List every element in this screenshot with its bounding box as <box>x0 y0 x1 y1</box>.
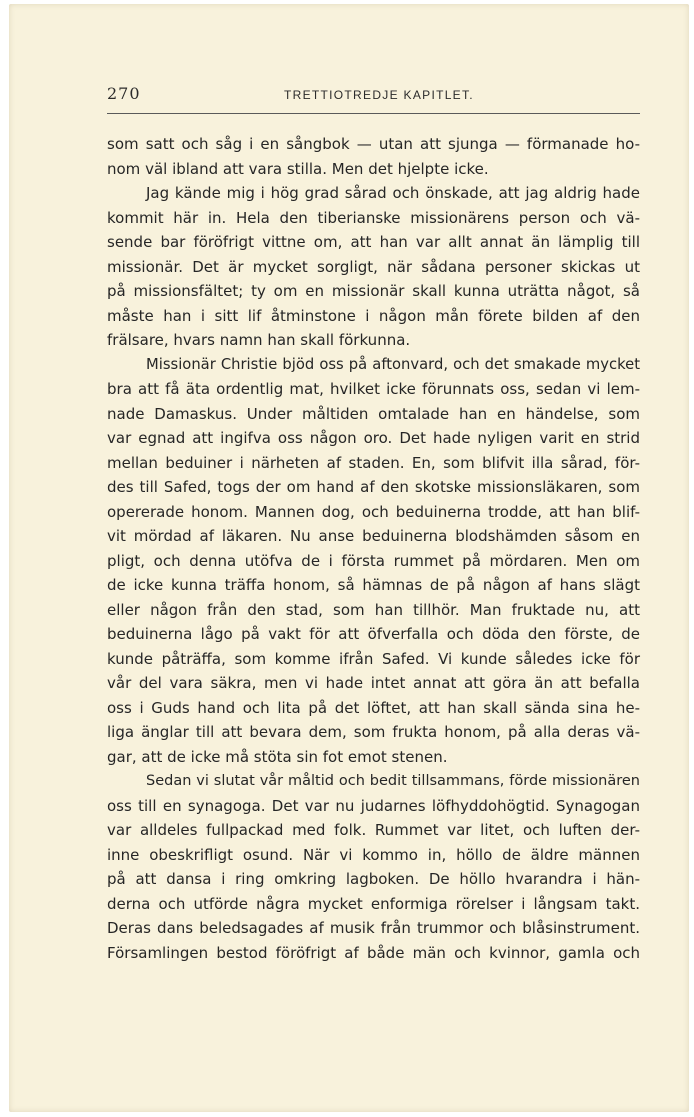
text-line: på att dansa i ring omkring lagboken. De höllo hvarandra i hän- <box>107 870 640 888</box>
text-line: gar, att de icke må stöta sin fot emot stenen. <box>107 747 448 766</box>
text-line: pligt, och denna utöfva de i första rummet på mördaren. Men om <box>107 551 640 570</box>
text-line: var egnad att ingifva oss någon oro. Det hade nyligen varit en strid <box>107 429 640 447</box>
text-line: måste han i sitt lif åtminstone i någon mån förete bilden af den <box>107 306 640 325</box>
text-line: oss till en synagoga. Det var nu judarnes löfhyddohögtid. Synagogan <box>107 796 640 815</box>
text-line: Deras dans beledsagades af musik från trummor och blåsinstrument. <box>107 919 640 937</box>
text-line: opererade honom. Mannen dog, och beduinerna trodde, att han blif- <box>107 502 640 521</box>
text-line: missionär. Det är mycket sorgligt, när sådana personer skickas ut <box>107 257 640 276</box>
text-line: derna och utförde några mycket enformiga rörelser i långsam takt. <box>107 894 640 913</box>
text-line: kommit här in. Hela den tiberianske missionärens person och vä- <box>107 208 640 227</box>
text-line: beduinerna lågo på vakt för att öfverfalla och döda den förste, de <box>107 625 640 643</box>
text-line: Missionär Christie bjöd oss på aftonvard, och det smakade mycket <box>146 355 640 373</box>
text-line: var alldeles fullpackad med folk. Rummet var litet, och luften der- <box>107 821 640 839</box>
text-line: sende bar föröfrigt vittne om, att han var allt annat än lämplig till <box>107 233 640 251</box>
text-line: mellan beduiner i närheten af staden. En, som blifvit illa sårad, för- <box>107 453 640 472</box>
text-line: liga änglar till att bevara dem, som frukta honom, på alla deras vä- <box>107 723 640 741</box>
text-line: Sedan vi slutat vår måltid och bedit tillsammans, förde missionären <box>146 773 640 789</box>
text-line: Jag kände mig i hög grad sårad och önskade, att jag aldrig hade <box>146 184 640 202</box>
text-line: eller någon från den stad, som han tillhör. Man fruktade nu, att <box>107 600 640 619</box>
text-line: kunde påträffa, som komme ifrån Safed. Vi kunde således icke för <box>107 649 640 668</box>
text-line: de icke kunna träffa honom, så hämnas de på någon af hans slägt <box>107 576 640 594</box>
text-line: des till Safed, togs der om hand af den skotske missionsläkaren, som <box>107 478 640 496</box>
page-number: 270 <box>107 84 141 103</box>
text-line: oss i Guds hand och lita på det löftet, att han skall sända sina he- <box>107 698 640 717</box>
text-line: Församlingen bestod föröfrigt af både män och kvinnor, gamla och <box>107 943 640 962</box>
text-line: vit mördad af läkaren. Nu anse beduinerna blodshämden såsom en <box>107 527 640 545</box>
text-line: på missionsfältet; ty om en missionär skall kunna uträtta något, så <box>107 282 640 300</box>
text-line: vår del vara säkra, men vi hade intet annat att göra än att befalla <box>107 674 640 692</box>
text-line: nom väl ibland att vara stilla. Men det hjelpte icke. <box>107 159 489 178</box>
text-line: frälsare, hvars namn han skall förkunna. <box>107 331 411 349</box>
text-line: bra att få äta ordentlig mat, hvilket icke förunnats oss, sedan vi lem- <box>107 380 640 398</box>
page-header <box>107 84 640 106</box>
body-text <box>107 132 640 965</box>
running-head: TRETTIOTREDJE KAPITLET. <box>284 88 474 102</box>
text-line: som satt och såg i en sångbok — utan att sjunga — förmanade ho- <box>107 135 640 153</box>
header-rule <box>107 113 640 114</box>
text-line: nade Damaskus. Under måltiden omtalade han en händelse, som <box>107 404 640 423</box>
text-line: inne obeskrifligt osund. När vi kommo in, höllo de äldre männen <box>107 845 640 864</box>
